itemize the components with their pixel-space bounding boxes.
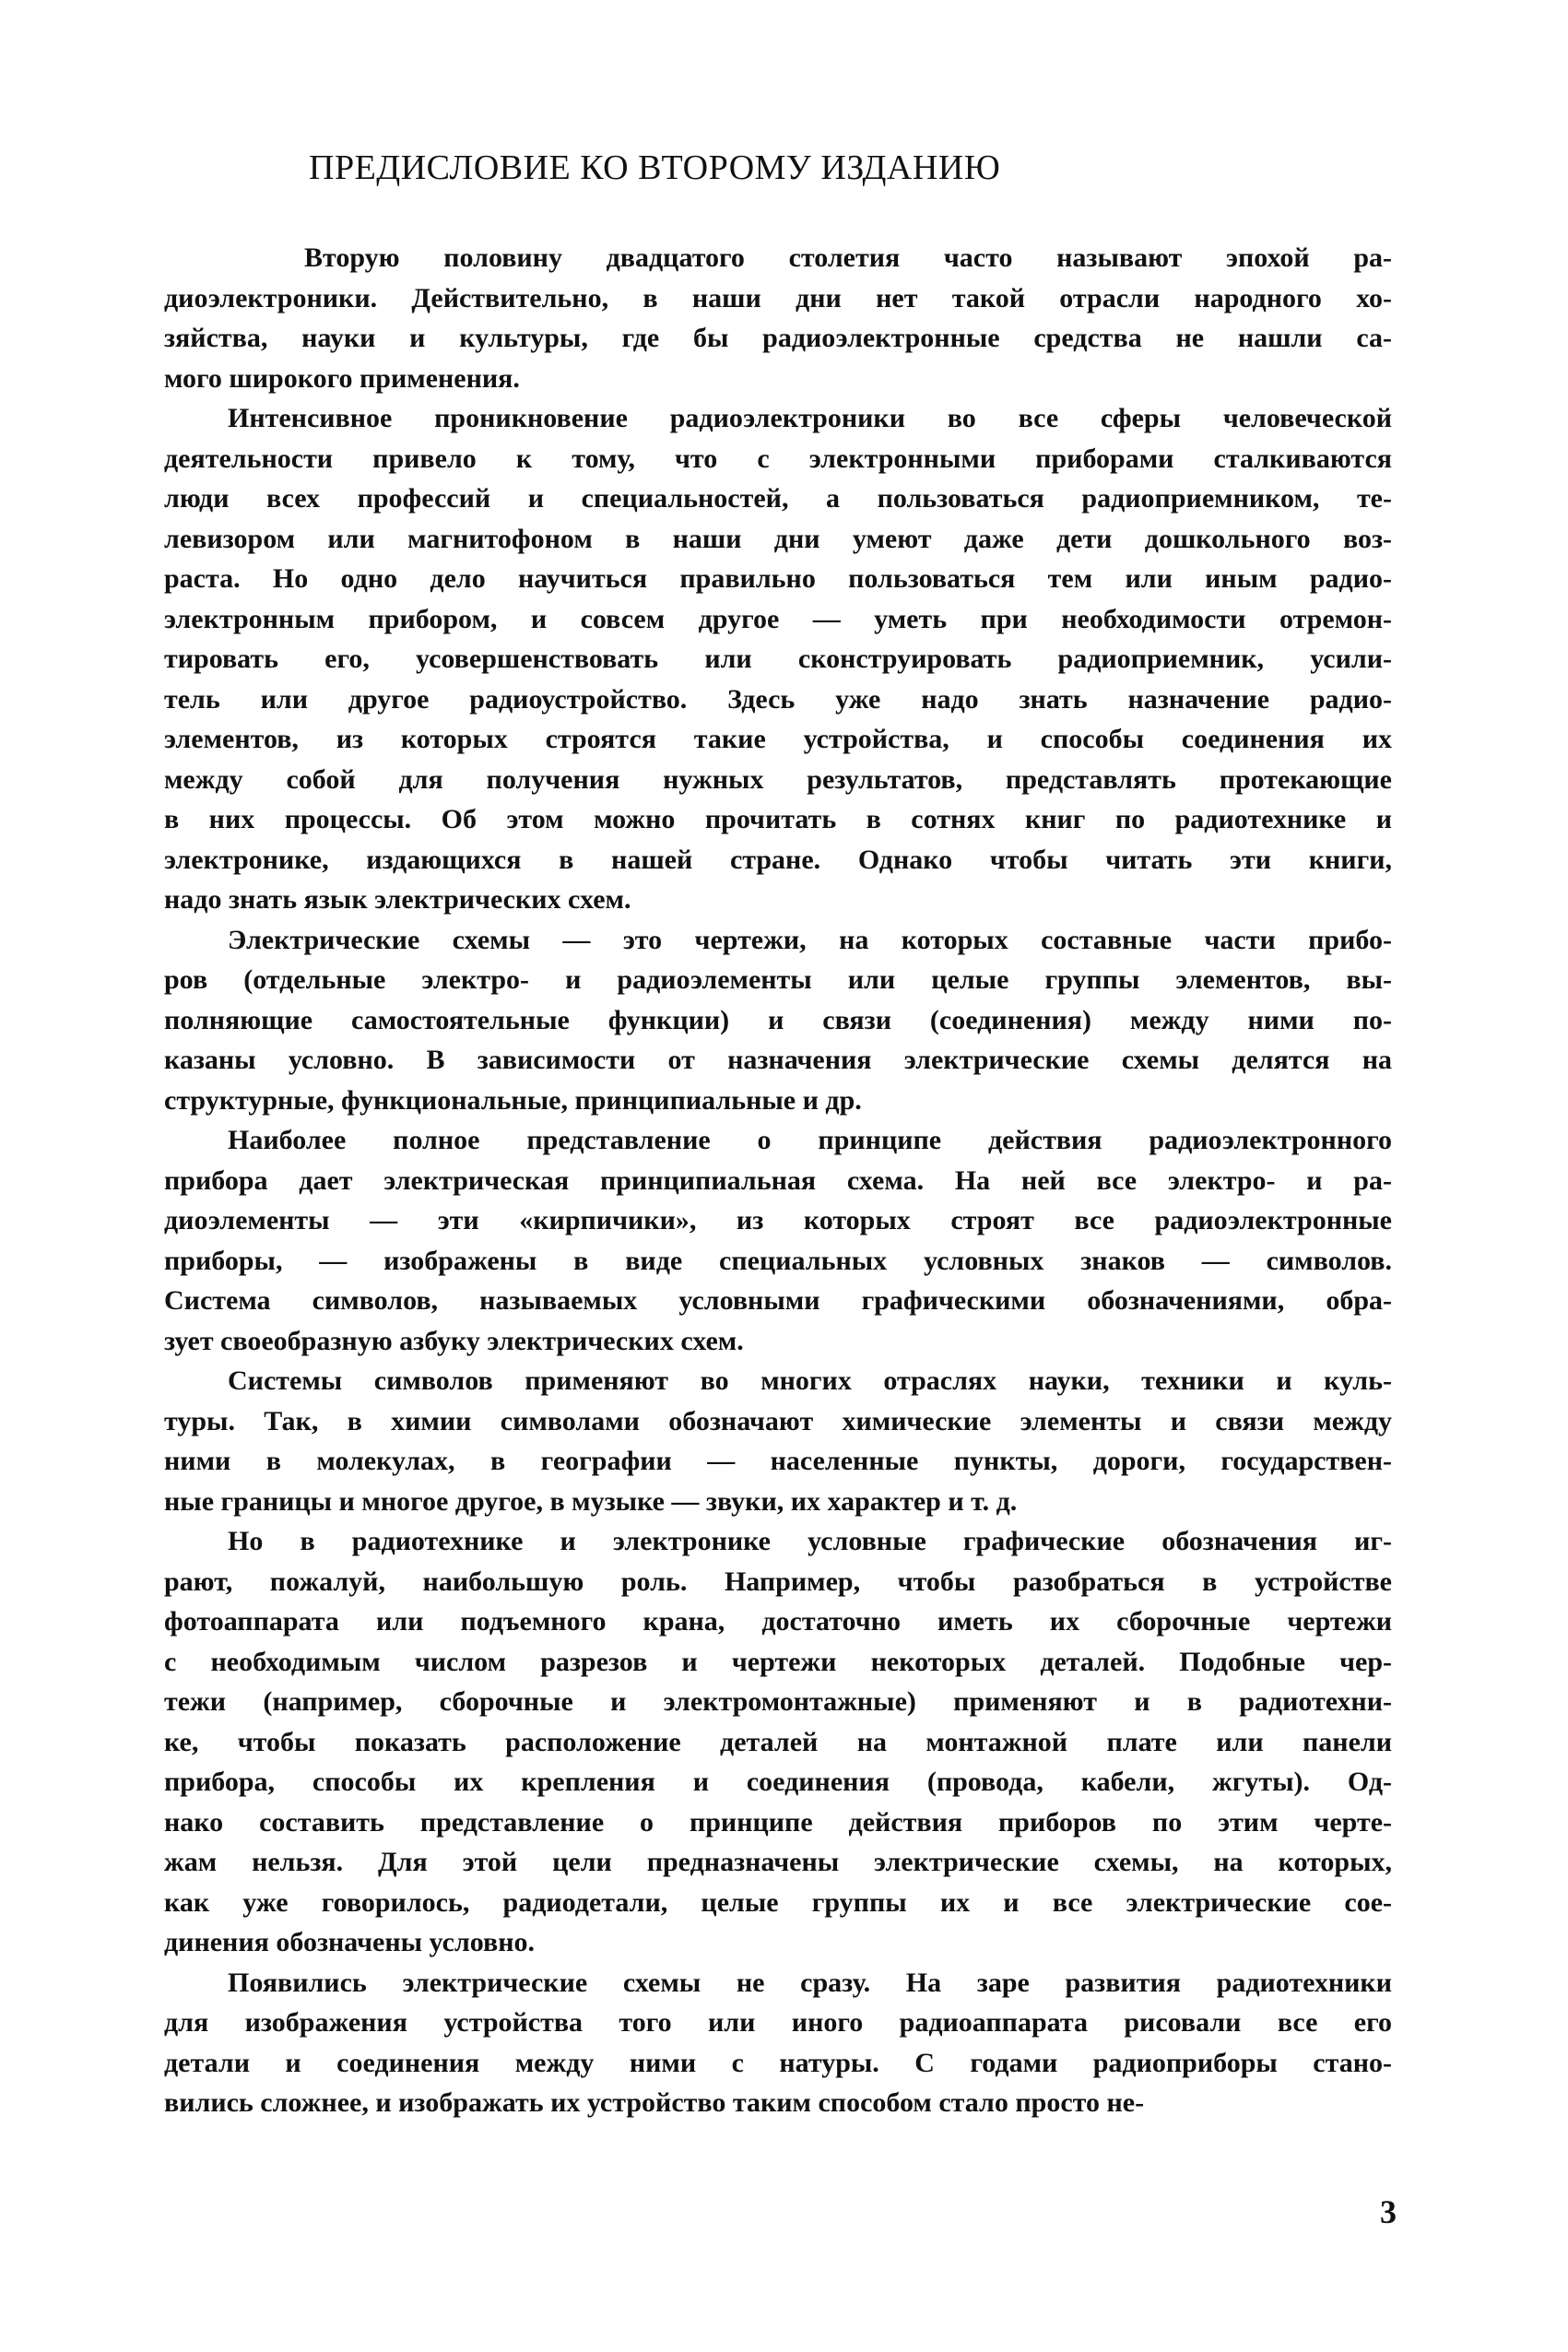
page-number: 3 bbox=[1380, 2193, 1397, 2230]
text-line: Вторую половину двадцатого столетия часто называют эпохой ра- bbox=[304, 242, 1392, 273]
text-line: ке, чтобы показать расположение деталей на монтажной плате или панели bbox=[164, 1726, 1392, 1757]
text-line: рают, пожалуй, наибольшую роль. Например, чтобы разобраться в устройстве bbox=[164, 1566, 1392, 1597]
text-line: полняющие самостоятельные функции) и связи (соединения) между ними по- bbox=[164, 1004, 1392, 1035]
text-line: казаны условно. В зависимости от назначения электрические схемы делятся на bbox=[164, 1045, 1392, 1075]
text-line: нако составить представление о принципе действия приборов по этим черте- bbox=[164, 1806, 1392, 1838]
text-line: зует своеобразную азбуку электрических схем. bbox=[164, 1325, 744, 1356]
text-line: Но в радиотехнике и электронике условные графические обозначения иг- bbox=[228, 1526, 1392, 1556]
text-line: детали и соединения между ними с натуры. С годами радиоприборы стано- bbox=[164, 2047, 1392, 2078]
text-line: тель или другое радиоустройство. Здесь уже надо знать назначение радио- bbox=[164, 683, 1392, 715]
text-line: Интенсивное проникновение радиоэлектроники во все сферы человеческой bbox=[228, 403, 1392, 433]
text-line: жам нельзя. Для этой цели предназначены электрические схемы, на которых, bbox=[164, 1847, 1392, 1877]
text-line: в них процессы. Об этом можно прочитать в сотнях книг по радиотехнике и bbox=[164, 804, 1392, 834]
text-line: диоэлементы — эти «кирпичики», из которых строят все радиоэлектронные bbox=[164, 1205, 1392, 1235]
text-line: диоэлектроники. Действительно, в наши дни нет такой отрасли народного хо- bbox=[164, 282, 1392, 313]
text-line: Появились электрические схемы не сразу. На заре развития радиотехники bbox=[228, 1967, 1392, 1998]
text-line: динения обозначены условно. bbox=[164, 1927, 536, 1957]
text-line: структурные, функциональные, принципиальные и др. bbox=[164, 1084, 862, 1116]
text-line: электронике, издающихся в нашей стране. Однако чтобы читать эти книги, bbox=[164, 844, 1392, 875]
text-line: надо знать язык электрических схем. bbox=[164, 884, 631, 915]
text-line: люди всех профессий и специальностей, а пользоваться радиоприемником, те- bbox=[164, 483, 1392, 514]
paragraph bbox=[164, 1521, 1392, 1963]
text-line: прибора, способы их крепления и соединения (провода, кабели, жгуты). Од- bbox=[164, 1767, 1392, 1797]
text-line: между собой для получения нужных результатов, представлять протекающие bbox=[164, 763, 1392, 795]
text-line: раста. Но одно дело научиться правильно пользоваться тем или иным радио- bbox=[164, 563, 1392, 594]
text-line: Система символов, называемых условными графическими обозначениями, обра- bbox=[164, 1285, 1392, 1316]
text-line: как уже говорилось, радиодетали, целые группы их и все электрические сое- bbox=[164, 1886, 1392, 1918]
paragraph bbox=[164, 920, 1392, 1121]
text-line: фотоаппарата или подъемного крана, достаточно иметь их сборочные чертежи bbox=[164, 1606, 1392, 1637]
text-line: левизором или магнитофоном в наши дни умеют даже дети дошкольного воз- bbox=[164, 523, 1392, 554]
text-line: Электрические схемы — это чертежи, на которых составные части прибо- bbox=[228, 924, 1392, 955]
text-line: мого широкого применения. bbox=[164, 362, 520, 394]
paragraph bbox=[164, 1361, 1392, 1521]
paragraph bbox=[164, 398, 1392, 920]
text-line: тежи (например, сборочные и электромонтажные) применяют и в радиотехни- bbox=[164, 1686, 1392, 1717]
text-line: Системы символов применяют во многих отраслях науки, техники и куль- bbox=[228, 1365, 1392, 1396]
text-line: с необходимым числом разрезов и чертежи некоторых деталей. Подобные чер- bbox=[164, 1646, 1392, 1677]
text-line: приборы, — изображены в виде специальных условных знаков — символов. bbox=[164, 1245, 1392, 1276]
paragraph bbox=[164, 1963, 1392, 2123]
text-line: Наиболее полное представление о принципе действия радиоэлектронного bbox=[228, 1125, 1392, 1155]
paragraph bbox=[164, 1120, 1392, 1361]
text-line: ними в молекулах, в географии — населенные пункты, дороги, государствен- bbox=[164, 1446, 1392, 1476]
text-line: для изображения устройства того или иного радиоаппарата рисовали все его bbox=[164, 2007, 1392, 2038]
page-title: ПРЕДИСЛОВИЕ КО ВТОРОМУ ИЗДАНИЮ bbox=[309, 148, 1001, 187]
text-line: электронным прибором, и совсем другое — уметь при необходимости отремон- bbox=[164, 603, 1392, 634]
body-text bbox=[164, 238, 1392, 2123]
text-line: деятельности привело к тому, что с электронными приборами сталкиваются bbox=[164, 443, 1392, 474]
text-line: тировать его, усовершенствовать или сконструировать радиоприемник, усили- bbox=[164, 644, 1392, 674]
text-line: прибора дает электрическая принципиальная схема. На ней все электро- и ра- bbox=[164, 1164, 1392, 1196]
text-line: вились сложнее, и изображать их устройство таким способом стало просто не- bbox=[164, 2087, 1145, 2118]
paragraph bbox=[164, 238, 1392, 398]
text-line: элементов, из которых строятся такие устройства, и способы соединения их bbox=[164, 724, 1392, 754]
text-line: ров (отдельные электро- и радиоэлементы или целые группы элементов, вы- bbox=[164, 964, 1392, 995]
text-line: ные границы и многое другое, в музыке — звуки, их характер и т. д. bbox=[164, 1485, 1018, 1517]
text-line: зяйства, науки и культуры, где бы радиоэлектронные средства не нашли са- bbox=[164, 323, 1392, 353]
text-line: туры. Так, в химии символами обозначают химические элементы и связи между bbox=[164, 1405, 1392, 1436]
